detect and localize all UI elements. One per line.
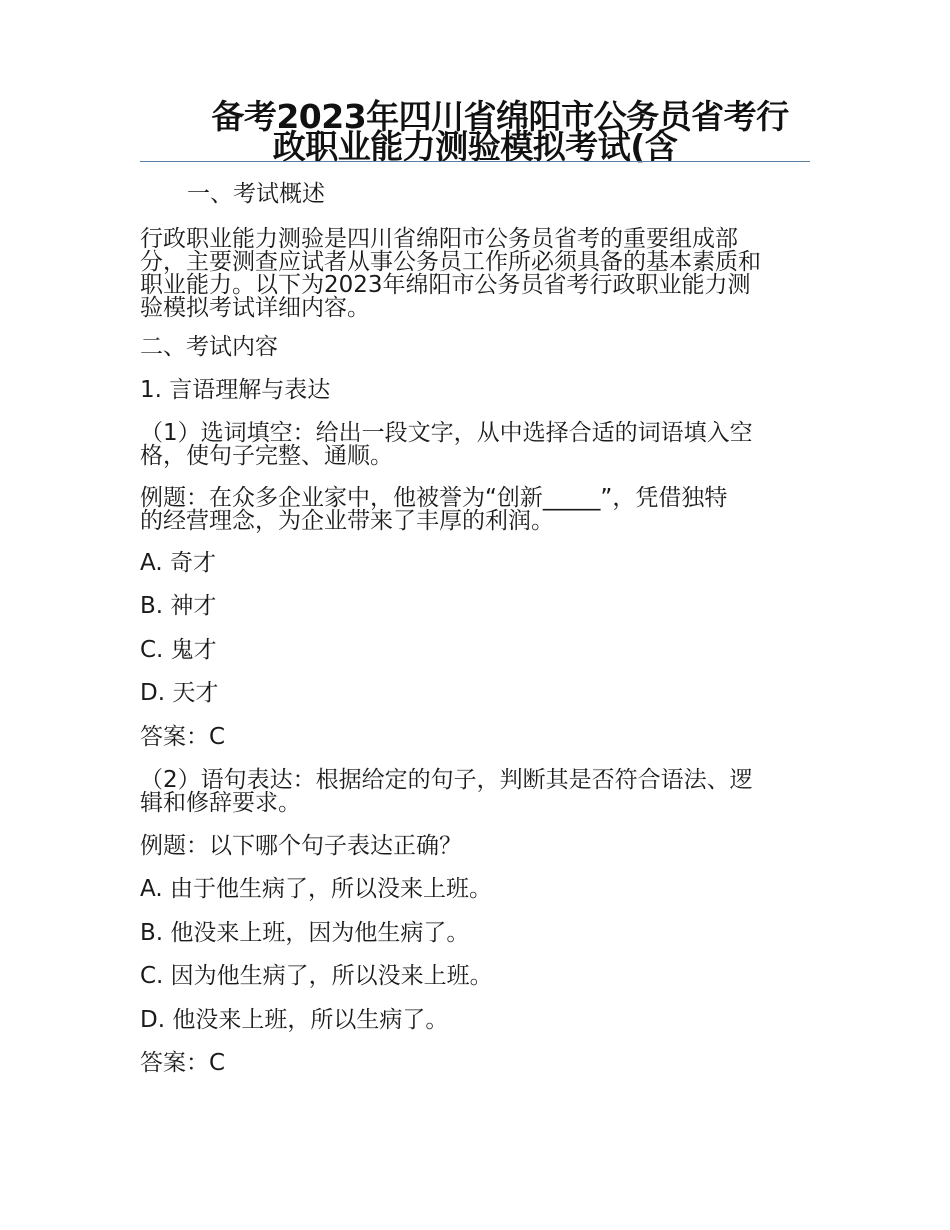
question2-option-a: A. 由于他生病了，所以没来上班。	[140, 876, 492, 902]
intro-line: 验模拟考试详细内容。	[140, 295, 370, 321]
title-line-1: 备考2023年四川省绵阳市公务员省考行	[211, 97, 789, 136]
title-underline-divider	[140, 161, 810, 162]
question1-description	[140, 422, 810, 468]
title-line-2: 政职业能力测验模拟考试(含	[272, 127, 678, 166]
section-heading-content: 二、考试内容	[140, 334, 278, 360]
question1-example	[140, 487, 810, 533]
section-heading-overview: 一、考试概述	[187, 181, 325, 207]
question2-option-c: C. 因为他生病了，所以没来上班。	[140, 963, 493, 989]
question1-option-d: D. 天才	[140, 680, 219, 706]
description-line: 格，使句子完整、通顺。	[140, 443, 393, 469]
question1-answer: 答案：C	[140, 724, 226, 750]
question2-answer: 答案：C	[140, 1050, 226, 1076]
example-line: 的经营理念，为企业带来了丰厚的利润。	[140, 508, 554, 534]
question1-option-c: C. 鬼才	[140, 637, 217, 663]
question1-option-b: B. 神才	[140, 593, 217, 619]
description-line: （1）选词填空：给出一段文字，从中选择合适的词语填入空	[140, 420, 753, 446]
question2-example: 例题：以下哪个句子表达正确？	[140, 833, 462, 859]
intro-line: 行政职业能力测验是四川省绵阳市公务员省考的重要组成部	[140, 226, 738, 252]
question1-option-a: A. 奇才	[140, 550, 216, 576]
intro-line: 职业能力。以下为2023年绵阳市公务员省考行政职业能力测	[140, 272, 751, 298]
question2-description	[140, 769, 810, 815]
intro-line: 分，主要测查应试者从事公务员工作所必须具备的基本素质和	[140, 249, 761, 275]
description-line: 辑和修辞要求。	[140, 790, 301, 816]
subsection-heading-verbal: 1. 言语理解与表达	[140, 377, 331, 403]
example-line: 例题：在众多企业家中，他被誉为“创新_____”，凭借独特	[140, 485, 728, 511]
question2-option-d: D. 他没来上班，所以生病了。	[140, 1007, 449, 1033]
intro-paragraph	[140, 228, 810, 320]
document-title	[140, 97, 810, 166]
description-line: （2）语句表达：根据给定的句子，判断其是否符合语法、逻	[140, 767, 753, 793]
question2-option-b: B. 他没来上班，因为他生病了。	[140, 920, 470, 946]
